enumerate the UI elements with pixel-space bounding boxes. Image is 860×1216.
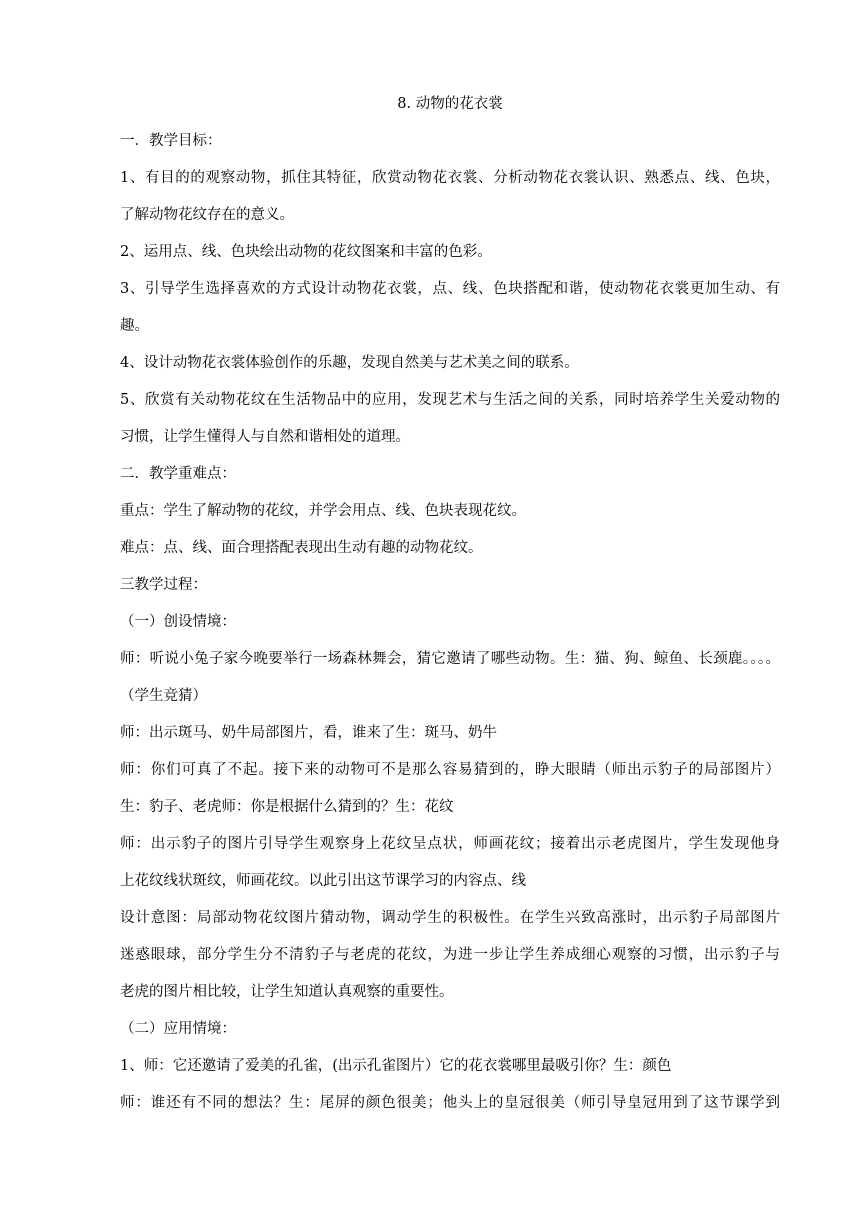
text-line: 5、欣赏有关动物花纹在生活物品中的应用，发现艺术与生活之间的关系，同时培养学生关爱动物的 <box>120 392 780 408</box>
text-line: 老虎的图片相比较，让学生知道认真观察的重要性。 <box>120 984 454 1000</box>
text-line: 3、引导学生选择喜欢的方式设计动物花衣裳，点、线、色块搭配和谐，使动物花衣裳更加生动、有 <box>120 281 780 297</box>
document-page <box>120 94 780 1113</box>
text-line: 迷惑眼球，部分学生分不清豹子与老虎的花纹，为进一步让学生养成细心观察的习惯，出示豹子与 <box>120 947 780 963</box>
line-gap <box>120 188 780 205</box>
line-gap <box>120 373 780 390</box>
document-title: 8. 动物的花衣裳 <box>397 96 503 112</box>
line-gap <box>120 521 780 538</box>
line-gap <box>120 1039 780 1056</box>
text-line: （二）应用情境： <box>120 1021 236 1037</box>
line-gap <box>120 780 780 797</box>
text-line: 师：你们可真了不起。接下来的动物可不是那么容易猜到的，睁大眼睛（师出示豹子的局部图片） <box>120 762 780 778</box>
text-line: 二．教学重难点： <box>120 466 236 482</box>
line-gap <box>120 484 780 501</box>
text-line: 三教学过程： <box>120 577 207 593</box>
line-gap <box>120 151 780 168</box>
text-line: 难点：点、线、面合理搭配表现出生动有趣的动物花纹。 <box>120 540 483 556</box>
line-gap <box>120 891 780 908</box>
line-gap <box>120 632 780 649</box>
line-gap <box>120 706 780 723</box>
line-gap <box>120 965 780 982</box>
line-gap <box>120 854 780 871</box>
line-gap <box>120 336 780 353</box>
text-line: 上花纹线状斑纹，师画花纹。以此引出这节课学习的内容点、线 <box>120 873 526 889</box>
text-line: 师：谁还有不同的想法？生：尾屏的颜色很美；他头上的皇冠很美（师引导皇冠用到了这节课学到 <box>120 1095 780 1111</box>
line-gap <box>120 817 780 834</box>
text-line: 生：豹子、老虎师：你是根据什么猜到的？生：花纹 <box>120 799 454 815</box>
text-line: 师：听说小兔子家今晚要举行一场森林舞会，猜它邀请了哪些动物。生：猫、狗、鲸鱼、长颈鹿。。。。 <box>120 651 780 667</box>
line-gap <box>120 299 780 316</box>
text-line: 师：出示豹子的图片引导学生观察身上花纹呈点状，师画花纹；接着出示老虎图片，学生发现他身 <box>120 836 780 852</box>
line-gap <box>120 225 780 242</box>
text-line: 师：出示斑马、奶牛局部图片，看，谁来了生：斑马、奶牛 <box>120 725 497 741</box>
text-line: 1、师：它还邀请了爱美的孔雀，(出示孔雀图片）它的花衣裳哪里最吸引你？生：颜色 <box>120 1058 672 1074</box>
text-line: 2、运用点、线、色块绘出动物的花纹图案和丰富的色彩。 <box>120 244 492 260</box>
text-line: 一．教学目标： <box>120 133 222 149</box>
text-line: （学生竞猜） <box>120 688 207 704</box>
line-gap <box>120 1076 780 1093</box>
text-line: 了解动物花纹存在的意义。 <box>120 207 294 223</box>
text-line: 习惯，让学生懂得人与自然和谐相处的道理。 <box>120 429 410 445</box>
text-line: 设计意图：局部动物花纹图片猜动物，调动学生的积极性。在学生兴致高涨时，出示豹子局部图片 <box>120 910 780 926</box>
text-line: （一）创设情境： <box>120 614 236 630</box>
text-line: 4、设计动物花衣裳体验创作的乐趣，发现自然美与艺术美之间的联系。 <box>120 355 579 371</box>
line-gap <box>120 669 780 686</box>
line-gap <box>120 410 780 427</box>
line-gap <box>120 262 780 279</box>
line-gap <box>120 447 780 464</box>
document-body <box>120 131 780 1113</box>
line-gap <box>120 1002 780 1019</box>
line-gap <box>120 595 780 612</box>
line-gap <box>120 558 780 575</box>
text-line: 1、有目的的观察动物，抓住其特征，欣赏动物花衣裳、分析动物花衣裳认识、熟悉点、线、色块， <box>120 170 780 186</box>
line-gap <box>120 743 780 760</box>
text-line: 趣。 <box>120 318 149 334</box>
text-line: 重点：学生了解动物的花纹，并学会用点、线、色块表现花纹。 <box>120 503 526 519</box>
line-gap <box>120 928 780 945</box>
